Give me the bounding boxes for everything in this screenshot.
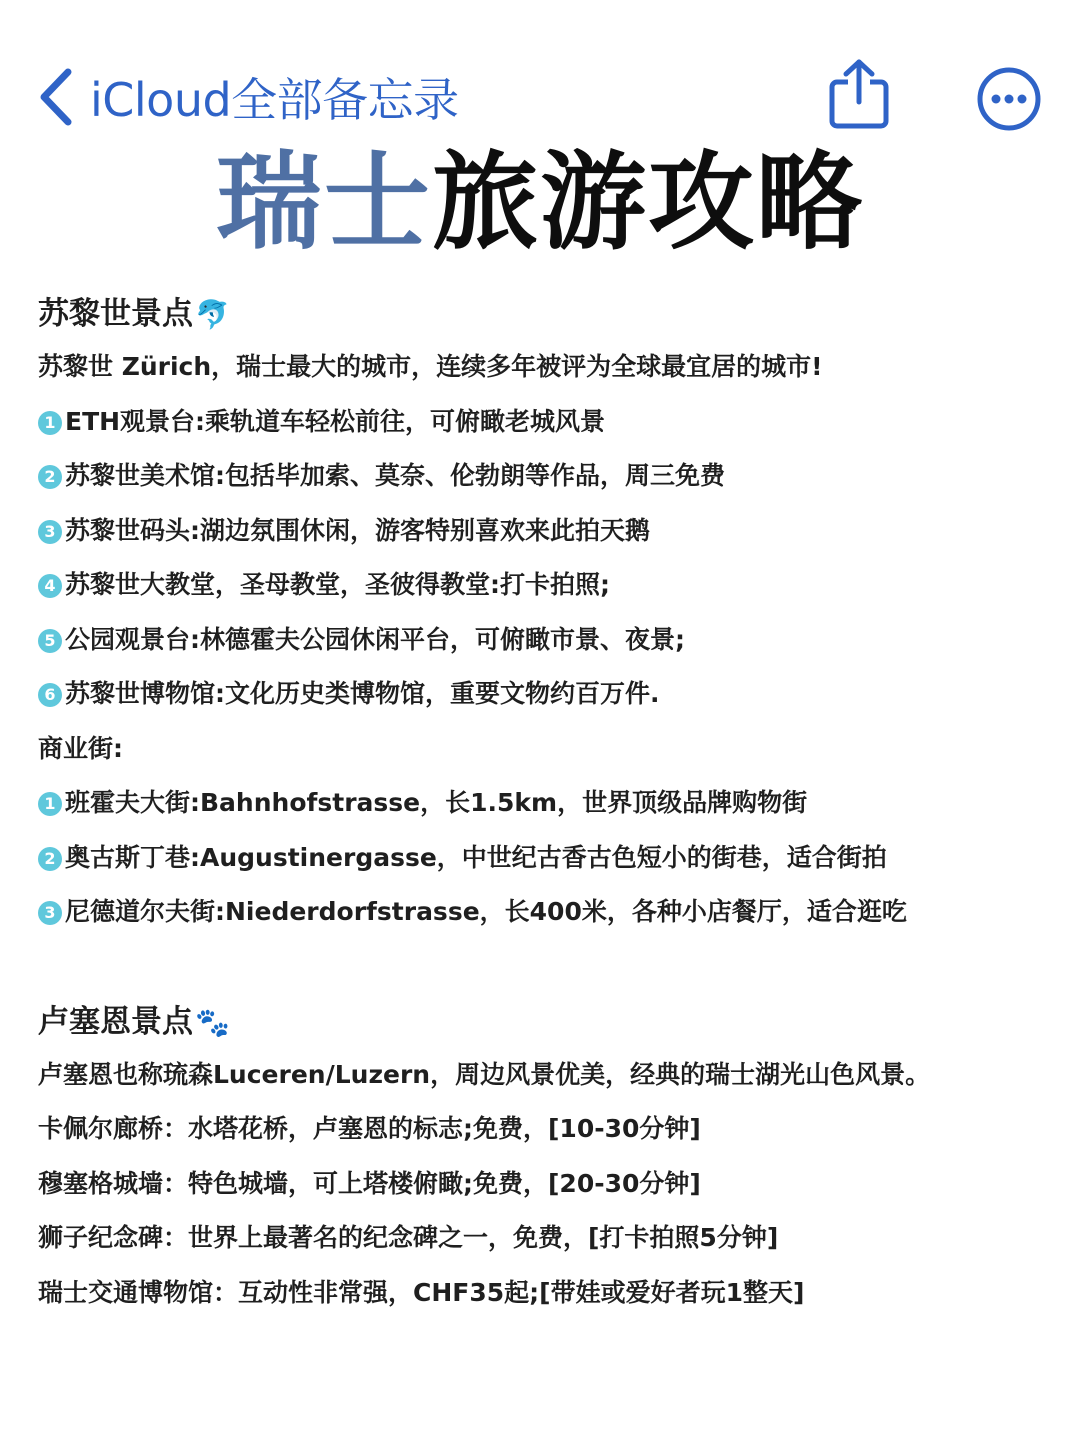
list-item-text: 苏黎世码头:湖边氛围休闲，游客特别喜欢来此拍天鹅: [65, 515, 650, 545]
number-badge: 6: [38, 683, 62, 707]
more-options-icon[interactable]: [976, 66, 1042, 132]
lucerne-heading-text: 卢塞恩景点: [38, 1003, 193, 1040]
title-part-1: 瑞士: [216, 141, 432, 264]
note-body[interactable]: [38, 282, 1058, 1320]
zurich-heading: [38, 288, 1058, 340]
number-badge: 2: [38, 465, 62, 489]
list-item-text: 奥古斯丁巷:Augustinergasse，中世纪古香古色短小的街巷，适合街拍: [65, 842, 887, 872]
title-part-2: 旅游攻略: [432, 141, 864, 264]
list-item-text: 尼德道尔夫街:Niederdorfstrasse，长400米，各种小店餐厅，适合逛吃: [65, 897, 907, 926]
page-title: [0, 138, 1080, 268]
list-item: [38, 449, 1058, 504]
number-badge: 1: [38, 411, 62, 435]
list-item: [38, 613, 1058, 668]
list-item: 瑞士交通博物馆：互动性非常强，CHF35起;[带娃或爱好者玩1整天]: [38, 1277, 805, 1307]
paw-prints-icon: 🐾: [195, 1005, 230, 1039]
navigation-bar: [0, 0, 1080, 140]
dolphin-icon: 🐬: [195, 298, 230, 331]
list-item: [38, 885, 1058, 940]
zurich-heading-text: 苏黎世景点: [38, 296, 193, 332]
list-item-text: 苏黎世博物馆:文化历史类博物馆，重要文物约百万件.: [65, 679, 660, 708]
list-item: 卡佩尔廊桥：水塔花桥，卢塞恩的标志;免费，[10-30分钟]: [38, 1114, 701, 1143]
number-badge: 3: [38, 901, 62, 925]
list-item: [38, 831, 1058, 886]
share-icon[interactable]: [828, 58, 890, 130]
list-item-text: ETH观景台:乘轨道车轻松前往，可俯瞰老城风景: [65, 406, 606, 436]
list-item: [38, 558, 1058, 613]
list-item-text: 苏黎世美术馆:包括毕加索、莫奈、伦勃朗等作品，周三免费: [65, 461, 725, 490]
zurich-intro: 苏黎世 Zürich，瑞士最大的城市，连续多年被评为全球最宜居的城市!: [38, 352, 823, 381]
back-label: iCloud全部备忘录: [90, 73, 459, 127]
number-badge: 1: [38, 792, 62, 816]
back-button[interactable]: [36, 62, 459, 132]
list-item: [38, 667, 1058, 722]
list-item: 穆塞格城墙：特色城墙，可上塔楼俯瞰;免费，[20-30分钟]: [38, 1168, 701, 1198]
number-badge: 3: [38, 520, 62, 544]
list-item-text: 班霍夫大街:Bahnhofstrasse，长1.5km，世界顶级品牌购物街: [65, 788, 808, 817]
list-item-text: 公园观景台:林德霍夫公园休闲平台，可俯瞰市景、夜景;: [65, 624, 685, 654]
list-item: [38, 776, 1058, 831]
list-item: [38, 395, 1058, 450]
list-item: [38, 504, 1058, 559]
number-badge: 4: [38, 574, 62, 598]
list-item: 狮子纪念碑：世界上最著名的纪念碑之一，免费，[打卡拍照5分钟]: [38, 1223, 779, 1252]
chevron-left-icon: [36, 66, 76, 128]
lucerne-heading: [38, 996, 1058, 1048]
lucerne-intro: 卢塞恩也称琉森Luceren/Luzern，周边风景优美，经典的瑞士湖光山色风景。: [38, 1059, 931, 1089]
shopping-label: 商业街:: [38, 733, 123, 763]
list-item-text: 苏黎世大教堂，圣母教堂，圣彼得教堂:打卡拍照;: [65, 570, 610, 599]
number-badge: 2: [38, 847, 62, 871]
number-badge: 5: [38, 629, 62, 653]
spacer: [38, 940, 1058, 996]
